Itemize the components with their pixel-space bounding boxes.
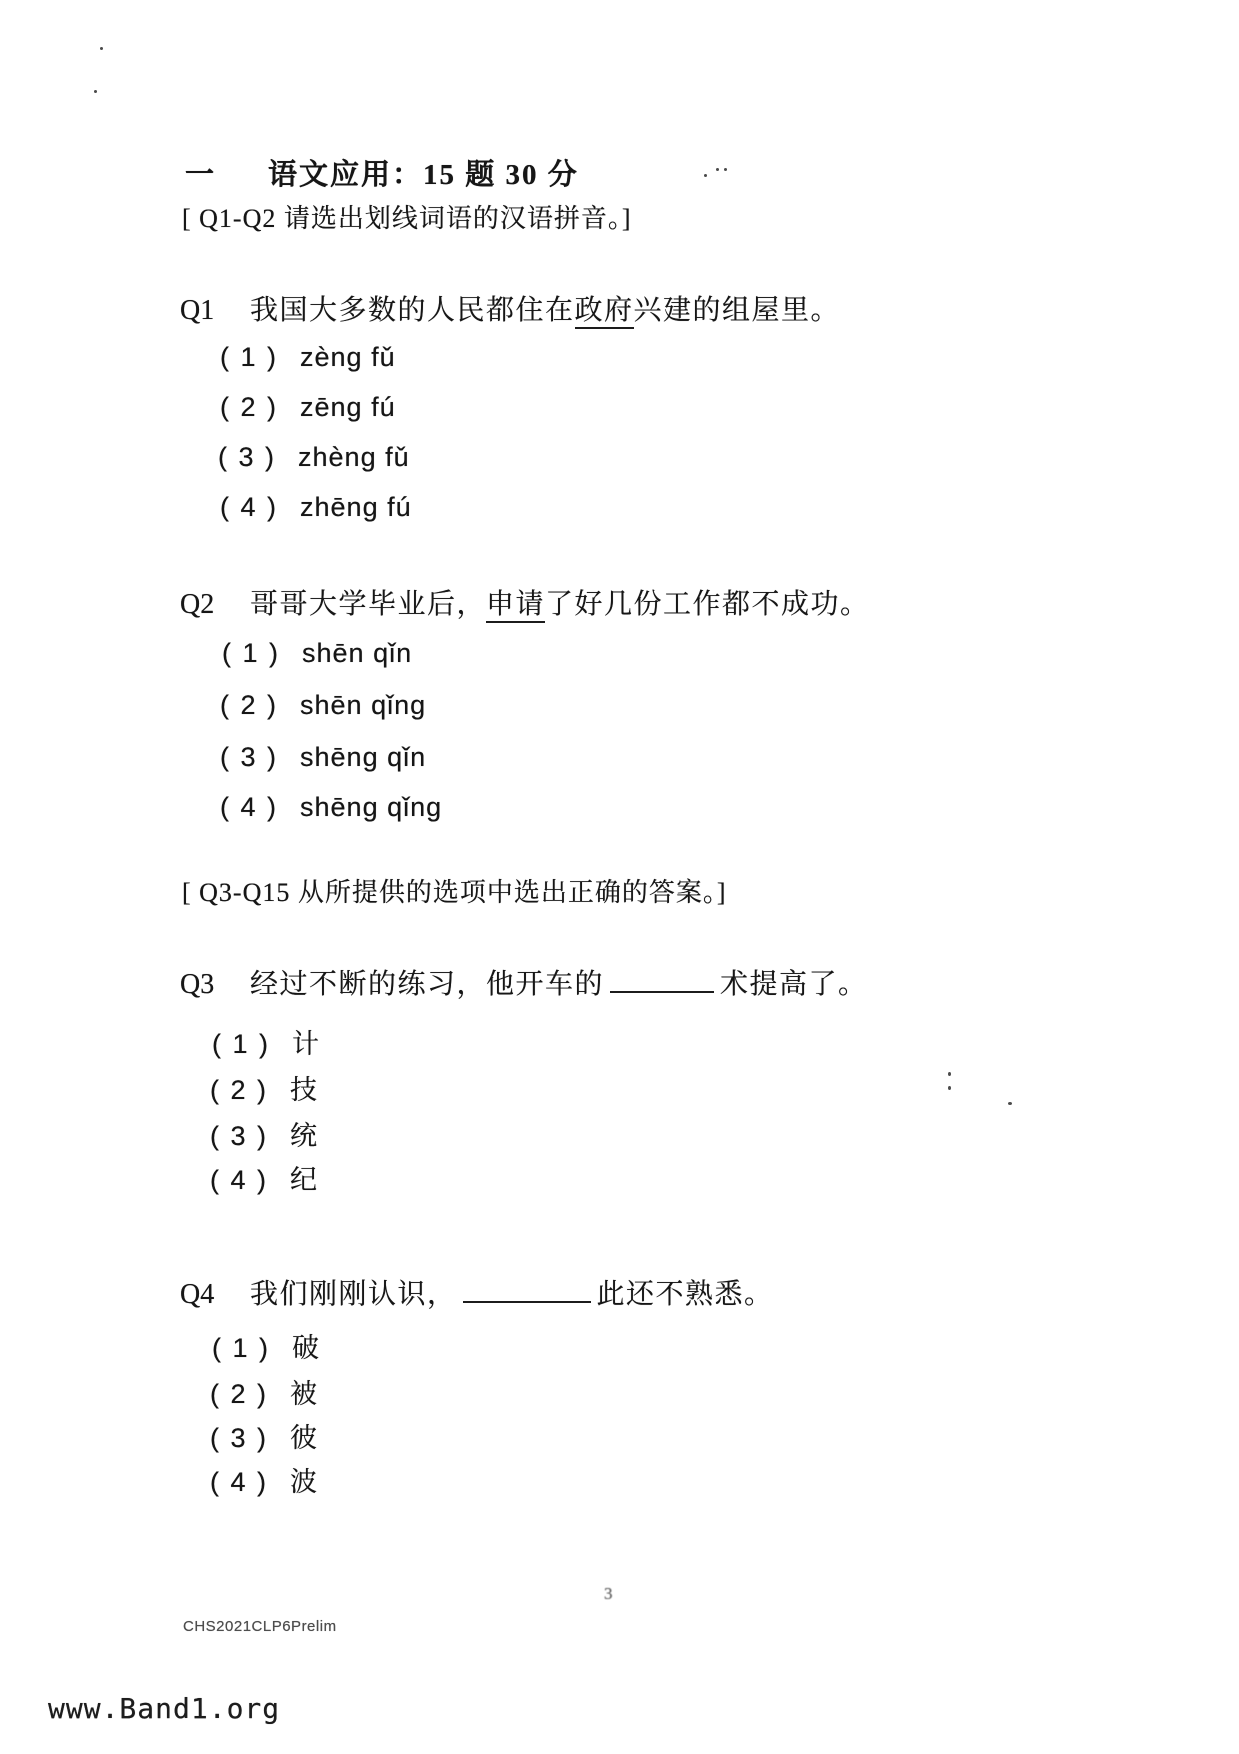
option-number: ( 3 )	[218, 442, 277, 472]
option-label: 彼	[290, 1423, 319, 1453]
option-q1-2	[220, 392, 396, 423]
question-number: Q4	[180, 1279, 215, 1310]
option-number: ( 2 )	[210, 1075, 269, 1105]
option-number: ( 4 )	[220, 492, 279, 522]
option-q4-4	[210, 1460, 318, 1499]
question-text-after: 兴建的组屋里。	[633, 295, 841, 326]
option-label: zēng fú	[300, 392, 396, 422]
fill-in-blank	[610, 965, 714, 993]
option-number: ( 2 )	[220, 392, 279, 422]
section-header	[185, 152, 579, 193]
question-text-before: 哥哥大学毕业后，	[250, 589, 487, 620]
option-label: 计	[292, 1029, 321, 1059]
option-label: 技	[290, 1075, 319, 1105]
option-number: ( 4 )	[210, 1165, 269, 1195]
option-label: shēn qǐng	[300, 690, 427, 720]
section-number: 一	[185, 159, 217, 191]
option-label: shēn qǐn	[302, 638, 413, 668]
option-q2-2	[220, 690, 426, 721]
option-number: ( 1 )	[212, 1029, 271, 1059]
option-number: ( 4 )	[210, 1467, 269, 1497]
instruction-q3-q15: [ Q3-Q15 从所提供的选项中选出正确的答案。]	[182, 878, 727, 907]
question-number: Q2	[180, 589, 215, 620]
option-q2-3	[220, 742, 426, 773]
question-text-after: 术提高了。	[720, 969, 868, 1000]
scan-speck	[704, 174, 707, 177]
question-text-before: 经过不断的练习，他开车的	[250, 969, 605, 1000]
option-number: ( 1 )	[222, 638, 281, 668]
question-text-before: 我国大多数的人民都住在	[250, 295, 575, 326]
option-number: ( 4 )	[220, 792, 279, 822]
section-title: 语文应用：15 题 30 分	[268, 159, 579, 191]
scan-speck	[724, 168, 727, 171]
option-q1-1	[220, 342, 396, 373]
option-label: 纪	[290, 1165, 319, 1195]
option-number: ( 2 )	[210, 1379, 269, 1409]
question-number: Q1	[180, 295, 215, 326]
option-q4-1	[212, 1326, 320, 1365]
question-q2	[180, 582, 870, 622]
option-q1-4	[220, 492, 412, 523]
option-q2-1	[222, 638, 412, 669]
option-label: zèng fǔ	[300, 342, 396, 372]
underlined-word: 申请	[486, 589, 545, 623]
option-label: zhēng fú	[300, 492, 412, 522]
option-q3-1	[212, 1022, 320, 1061]
option-q3-4	[210, 1158, 318, 1197]
option-label: 统	[290, 1121, 319, 1151]
fill-in-blank	[463, 1275, 591, 1303]
option-q3-2	[210, 1068, 318, 1107]
option-q2-4	[220, 792, 442, 823]
question-number: Q3	[180, 969, 215, 1000]
option-label: 波	[290, 1467, 319, 1497]
option-number: ( 3 )	[220, 742, 279, 772]
option-label: shēng qǐn	[300, 742, 427, 772]
option-q4-3	[210, 1416, 318, 1455]
question-q4	[180, 1272, 774, 1312]
option-number: ( 3 )	[210, 1423, 269, 1453]
option-label: 破	[292, 1333, 321, 1363]
instruction-q1-q2: [ Q1-Q2 请选出划线词语的汉语拼音。]	[182, 204, 632, 233]
scan-speck	[948, 1072, 951, 1076]
option-number: ( 1 )	[212, 1333, 271, 1363]
question-text-after: 了好几份工作都不成功。	[545, 589, 870, 620]
option-number: ( 3 )	[210, 1121, 269, 1151]
option-number: ( 1 )	[220, 342, 279, 372]
question-text-after: 此还不熟悉。	[596, 1279, 774, 1310]
watermark-url: www.Band1.org	[48, 1692, 281, 1725]
option-q4-2	[210, 1372, 318, 1411]
scan-speck	[100, 47, 103, 50]
option-q1-3	[218, 442, 410, 473]
question-q1	[180, 288, 840, 328]
option-label: 被	[290, 1379, 319, 1409]
option-number: ( 2 )	[220, 690, 279, 720]
option-label: shēng qǐng	[300, 792, 443, 822]
footer-paper-code: CHS2021CLP6Prelim	[183, 1618, 337, 1635]
question-q3	[180, 962, 868, 1002]
option-label: zhèng fǔ	[298, 442, 410, 472]
scan-speck	[948, 1086, 951, 1090]
scan-speck	[1008, 1102, 1012, 1105]
scan-speck	[716, 168, 719, 171]
scan-speck	[94, 90, 97, 93]
page-number: 3	[604, 1584, 613, 1603]
option-q3-3	[210, 1114, 318, 1153]
question-text-before: 我们刚刚认识，	[250, 1279, 457, 1310]
underlined-word: 政府	[575, 295, 634, 329]
